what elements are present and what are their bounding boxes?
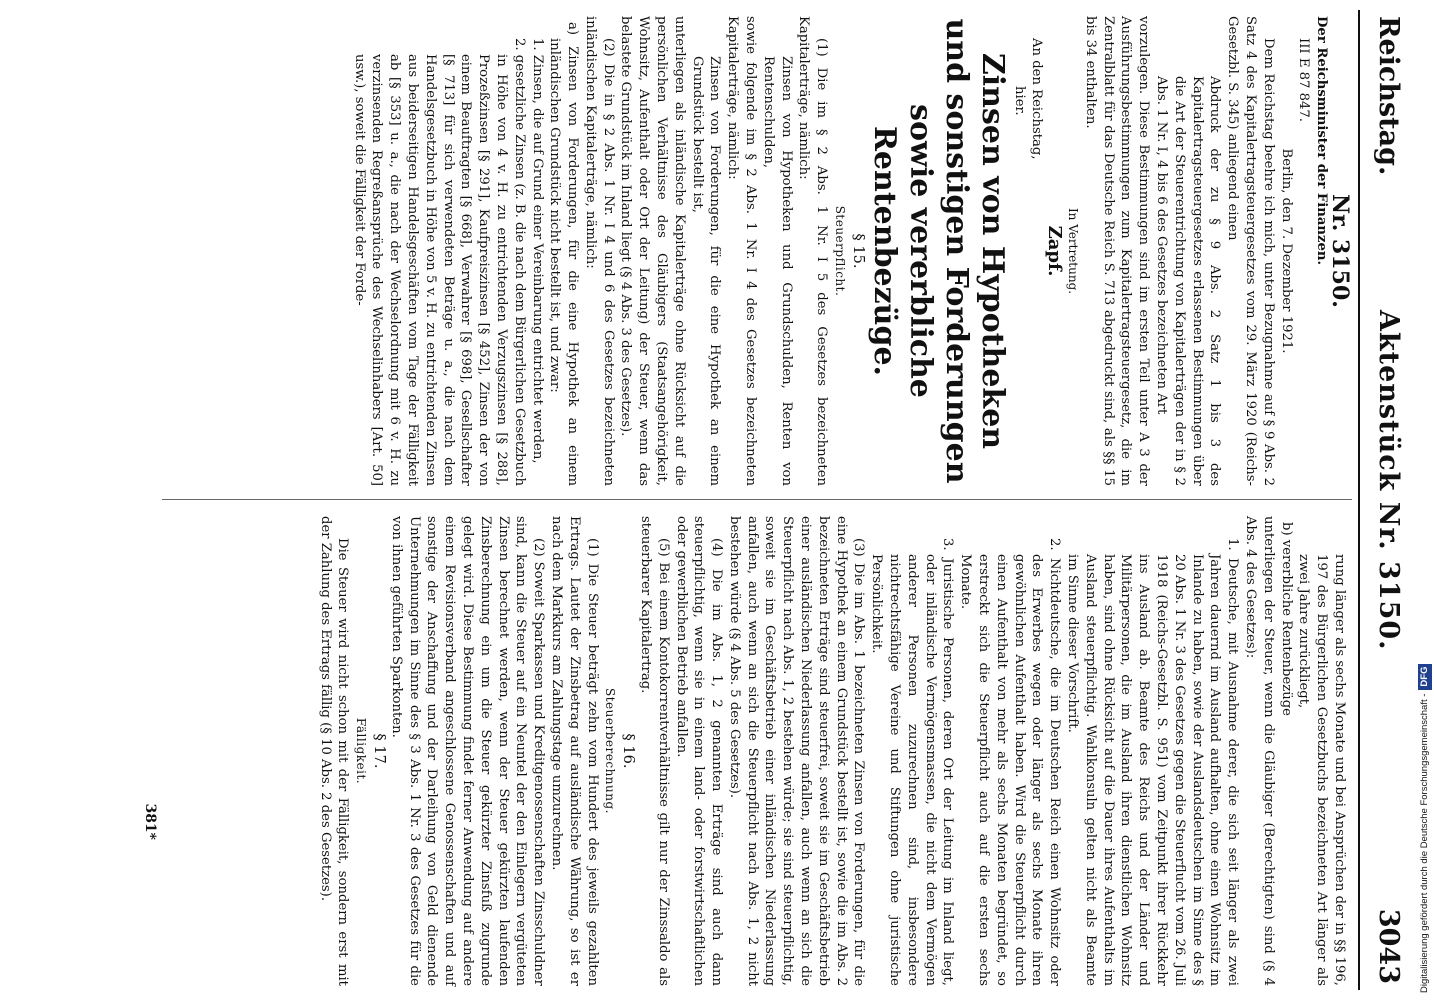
right-column (316, 516, 1348, 986)
ref: III E 87 847. (1296, 38, 1312, 122)
date-line: Berlin, den 7. Dezember 1921. (1278, 148, 1294, 354)
credit-text: Digitalisierung gefördert durch die Deutsche Forschungsgemeinschaft - (1419, 693, 1430, 993)
r-16-1: (1) Die Steuer beträgt zehn vom Hundert des jeweils gezahlten Ertrags. Lautet der Zinsbetrag auf ausländische Währung, so ist er nach dem Markkurs am Zahlungstage umzurechnen. (548, 516, 600, 986)
addressee-2: hier. (1011, 86, 1027, 116)
p1-cont: sowie folgende im § 2 Abs. 1 Nr. I 4 des Gesetzes bezeichneten Kapitalerträge, nämlich: (725, 16, 759, 486)
r-p4: (4) Die im Abs. 1, 2 genannten Erträge sind auch dann steuerpflichtig, wenn sie in einem land- oder forstwirtschaftlichen oder gewerblichen Betrieb anfallen. (673, 516, 725, 986)
intro: Dem Reichstag beehre ich mich, unter Bezugnahme auf § 9 Abs. 2 Satz 4 des Kapitalertragsteuergesetzes vom 29. März 1920 (Reichs-Gesetzbl. S. 345) anliegend einen (1225, 16, 1276, 486)
header-rule (1358, 10, 1360, 990)
p1-item: Zinsen von Hypotheken und Grundschulden, Renten von Rentenschulden, (760, 56, 794, 486)
r-b: b) vererbliche Rentenbezüge (1278, 522, 1294, 716)
section-17-sub: Fälligkeit. (354, 717, 369, 785)
r-b-cont: unterliegen der Steuer, wenn die Gläubiger (Berechtigten) sind (§ 4 Abs. 4 des Gesetzes): (1243, 516, 1276, 986)
left-column (350, 16, 1353, 486)
page-header (1362, 10, 1410, 990)
p1-item2: Zinsen von Forderungen, für die eine Hypothek an einem Grundstück bestellt ist, (689, 56, 723, 486)
credit-text-line (1418, 8, 1432, 993)
p2: (2) Die in § 2 Abs. 1 Nr. I 4 und 6 des Gesetzes bezeichneten inländischen Kapitalerträge, nämlich: (582, 16, 616, 486)
p2-1: 1. Zinsen, die auf Grund einer Vereinbarung entrichtet werden, (529, 38, 545, 464)
intro-end: vorzulegen. Diese Bestimmungen sind im ersten Teil unter A 3 der Ausführungsbestimmungen zum Kapitalertragsteuergesetz, die im Zentralblatt für das Deutsche Reich S. 713 abgedruckt sind, als §§ 15 bis 34 enthalten. (1082, 16, 1152, 486)
header-title: Aktenstück Nr. 3150. (1373, 310, 1404, 651)
p2-a: a) Zinsen von Forderungen, für die eine Hypothek an einem inländischen Grundstück nicht bestellt ist, und zwar: (547, 22, 581, 486)
r-p3: (3) Die im Abs. 1 bezeichneten Zinsen von Forderungen, für die eine Hypothek an einem Grundstück bestellt ist, sowie die im Abs. 2 bezeichneten Erträge sind steuerfrei, soweit sie im Geschäftsbetrieb einer ausländischen Niederlassung anfallen, auch wenn an sich die Steuerpflicht nach Abs. 1, 2 bestehen würde; sie sind steuerpflichtig, soweit sie im Geschäftsbetrieb einer inländischen Niederlassung anfallen, auch wenn an sich die Steuerpflicht nach Abs. 1, 2 nicht bestehen würde (§ 4 Abs. 5 des Gesetzes). (726, 516, 867, 986)
r-p5: (5) Bei einem Kontokorrentverhältnisse gilt nur der Zinssaldo als steuerbarer Kapitalertrag. (637, 516, 671, 986)
main-title: Zinsen von Hypotheken und sonstigen Forderungen sowie vererbliche Rentenbezüge. (866, 18, 1010, 484)
section-16-sub: Steuerberechnung. (603, 688, 618, 814)
p2-2: 2. gesetzliche Zinsen (z. B. die nach dem Bürgerlichen Gesetzbuch in Höhe von 4 v. H. zu entrichtenden Verzugszinsen [§ 288], Prozeßzinsen [§ 291], Kaufpreiszinsen [§ 452], Zinsen der von einem Beauftragten [§ 668], Verwahrer [§ 698], Gesellschafter [§ 713] für sich verwendeten Beträge u. a., die nach dem Handelsgesetzbuch in Höhe von 5 v. H. zu entrichtenden Zinsen aus beiderseitigen Handelsgeschäften vom Tage der Fälligkeit ab [§ 353] u. a., die nach der Wechselordnung mit 6 v. H. zu verzinsenden Regreßansprüche des Wechselinhabers [Art. 50] usw.), soweit die Fälligkeit der Forde- (351, 38, 527, 486)
section-15-sub: Steuerpflicht. (833, 205, 848, 297)
sig-role: In Vertretung. (1066, 207, 1081, 295)
section-15: § 15. (849, 233, 866, 269)
doc-number: Nr. 3150. (1327, 194, 1353, 308)
p1: (1) Die im § 2 Abs. 1 Nr. I 5 des Gesetzes bezeichneten Kapitalerträge, nämlich: (796, 16, 830, 486)
r-top: rung länger als sechs Monate und bei Ansprüchen der in §§ 196, 197 des Bürgerlichen Gesetzbuchs bezeichneten Art länger als zwei Jahre zurückliegt, (1296, 554, 1347, 986)
page-number: 3043 (1373, 908, 1404, 984)
r-2: 2. Nichtdeutsche, die im Deutschen Reich einen Wohnsitz oder des Erwerbes wegen oder länger als sechs Monate ihren gewöhnlichen Aufenthalt haben. Wird die Steuerpflicht durch einen Aufenthalt von mehr als sechs Monaten begründet, so erstreckt sich die Steuerpflicht auch auf die ersten sechs Monate. (958, 538, 1063, 986)
column-rule (162, 499, 1352, 500)
addressee-1: An den Reichstag, (1029, 38, 1045, 160)
r-16-2: (2) Soweit Sparkassen und Kreditgenossenschaften Zinsschuldner sind, kann die Steuer auf ein Neuntel der den Einlegern vergüteten Zinsen berechnet werden, wenn der Steuer gekürzten laufenden Zinsberechnung ein um die Steuer gekürzter Zinsfuß zugrunde gelegt wird. Diese Bestimmung findet ferner Anwendung auf andere einem Revisionsverband angeschlossene Genossenschaften und auf sonstige der Anschaffung und der Darleihung von Geld dienende Unternehmungen im Sinne des § 3 Abs. 1 Nr. 3 des Gesetzes für die von ihnen geführten Sparkonten. (388, 516, 547, 986)
sender: Der Reichsminister der Finanzen. (1314, 16, 1330, 266)
sig-name: Zapf. (1044, 225, 1066, 277)
header-left: Reichstag. (1373, 16, 1404, 176)
r-3: 3. Juristische Personen, deren Ort der Leitung im Inland liegt, oder inländische Vermögensmassen, die nicht dem Vermögen anderer Personen zuzurechnen sind, insbesondere nichtrechtsfähige Vereine und Stiftungen ohne juristische Persönlichkeit. (869, 538, 956, 986)
document-page (120, 10, 1410, 990)
section-17: § 17. (370, 733, 387, 769)
dfg-badge: DFG (1418, 664, 1432, 690)
intro-block: Abdruck der zu § 9 Abs. 2 Satz 1 bis 3 des Kapitalertragsteuergesetzes erlassenen Bestimmungen über die Art der Steuerentrichtung von Kapitalerträgen der in § 2 Abs. 1 Nr. I, 4 bis 6 des Gesetzes bezeichneten Art (1154, 76, 1223, 486)
r-1: 1. Deutsche, mit Ausnahme derer, die sich seit länger als zwei Jahren dauernd im Ausland aufhalten, ohne einen Wohnsitz im Inlande zu haben, sowie der Auslandsdeutschen im Sinne des § 20 Abs. 1 Nr. 3 des Gesetzes gegen die Steuerflucht vom 26. Juli 1918 (Reichs-Gesetzbl. S. 951) vom Zeitpunkt ihrer Rückkehr ins Ausland ab. Beamte des Reichs und der Länder und Militärpersonen, die im Ausland ihren dienstlichen Wohnsitz haben, sind ohne Rücksicht auf die Dauer ihres Aufenthalts im Ausland steuerpflichtig. Wahlkonsuln gelten nicht als Beamte im Sinne dieser Vorschrift. (1065, 538, 1241, 986)
side-credit (1418, 8, 1432, 993)
footer-mark: 381* (142, 803, 158, 840)
r-17: Die Steuer wird nicht schon mit der Fälligkeit, sondern erst mit der Zahlung des Ertrags fällig (§ 10 Abs. 2 des Gesetzes). (317, 516, 351, 986)
p1-end: unterliegen als inländische Kapitalerträge ohne Rücksicht auf die persönlichen Verhältnisse des Gläubigers (Staatsangehörigkeit, Wohnsitz, Aufenthalt oder Ort der Leitung) der Steuer, wenn das belastete Grundstück im Inland liegt (§ 4 Abs. 3 des Gesetzes). (618, 16, 687, 486)
section-16: § 16. (620, 733, 637, 769)
